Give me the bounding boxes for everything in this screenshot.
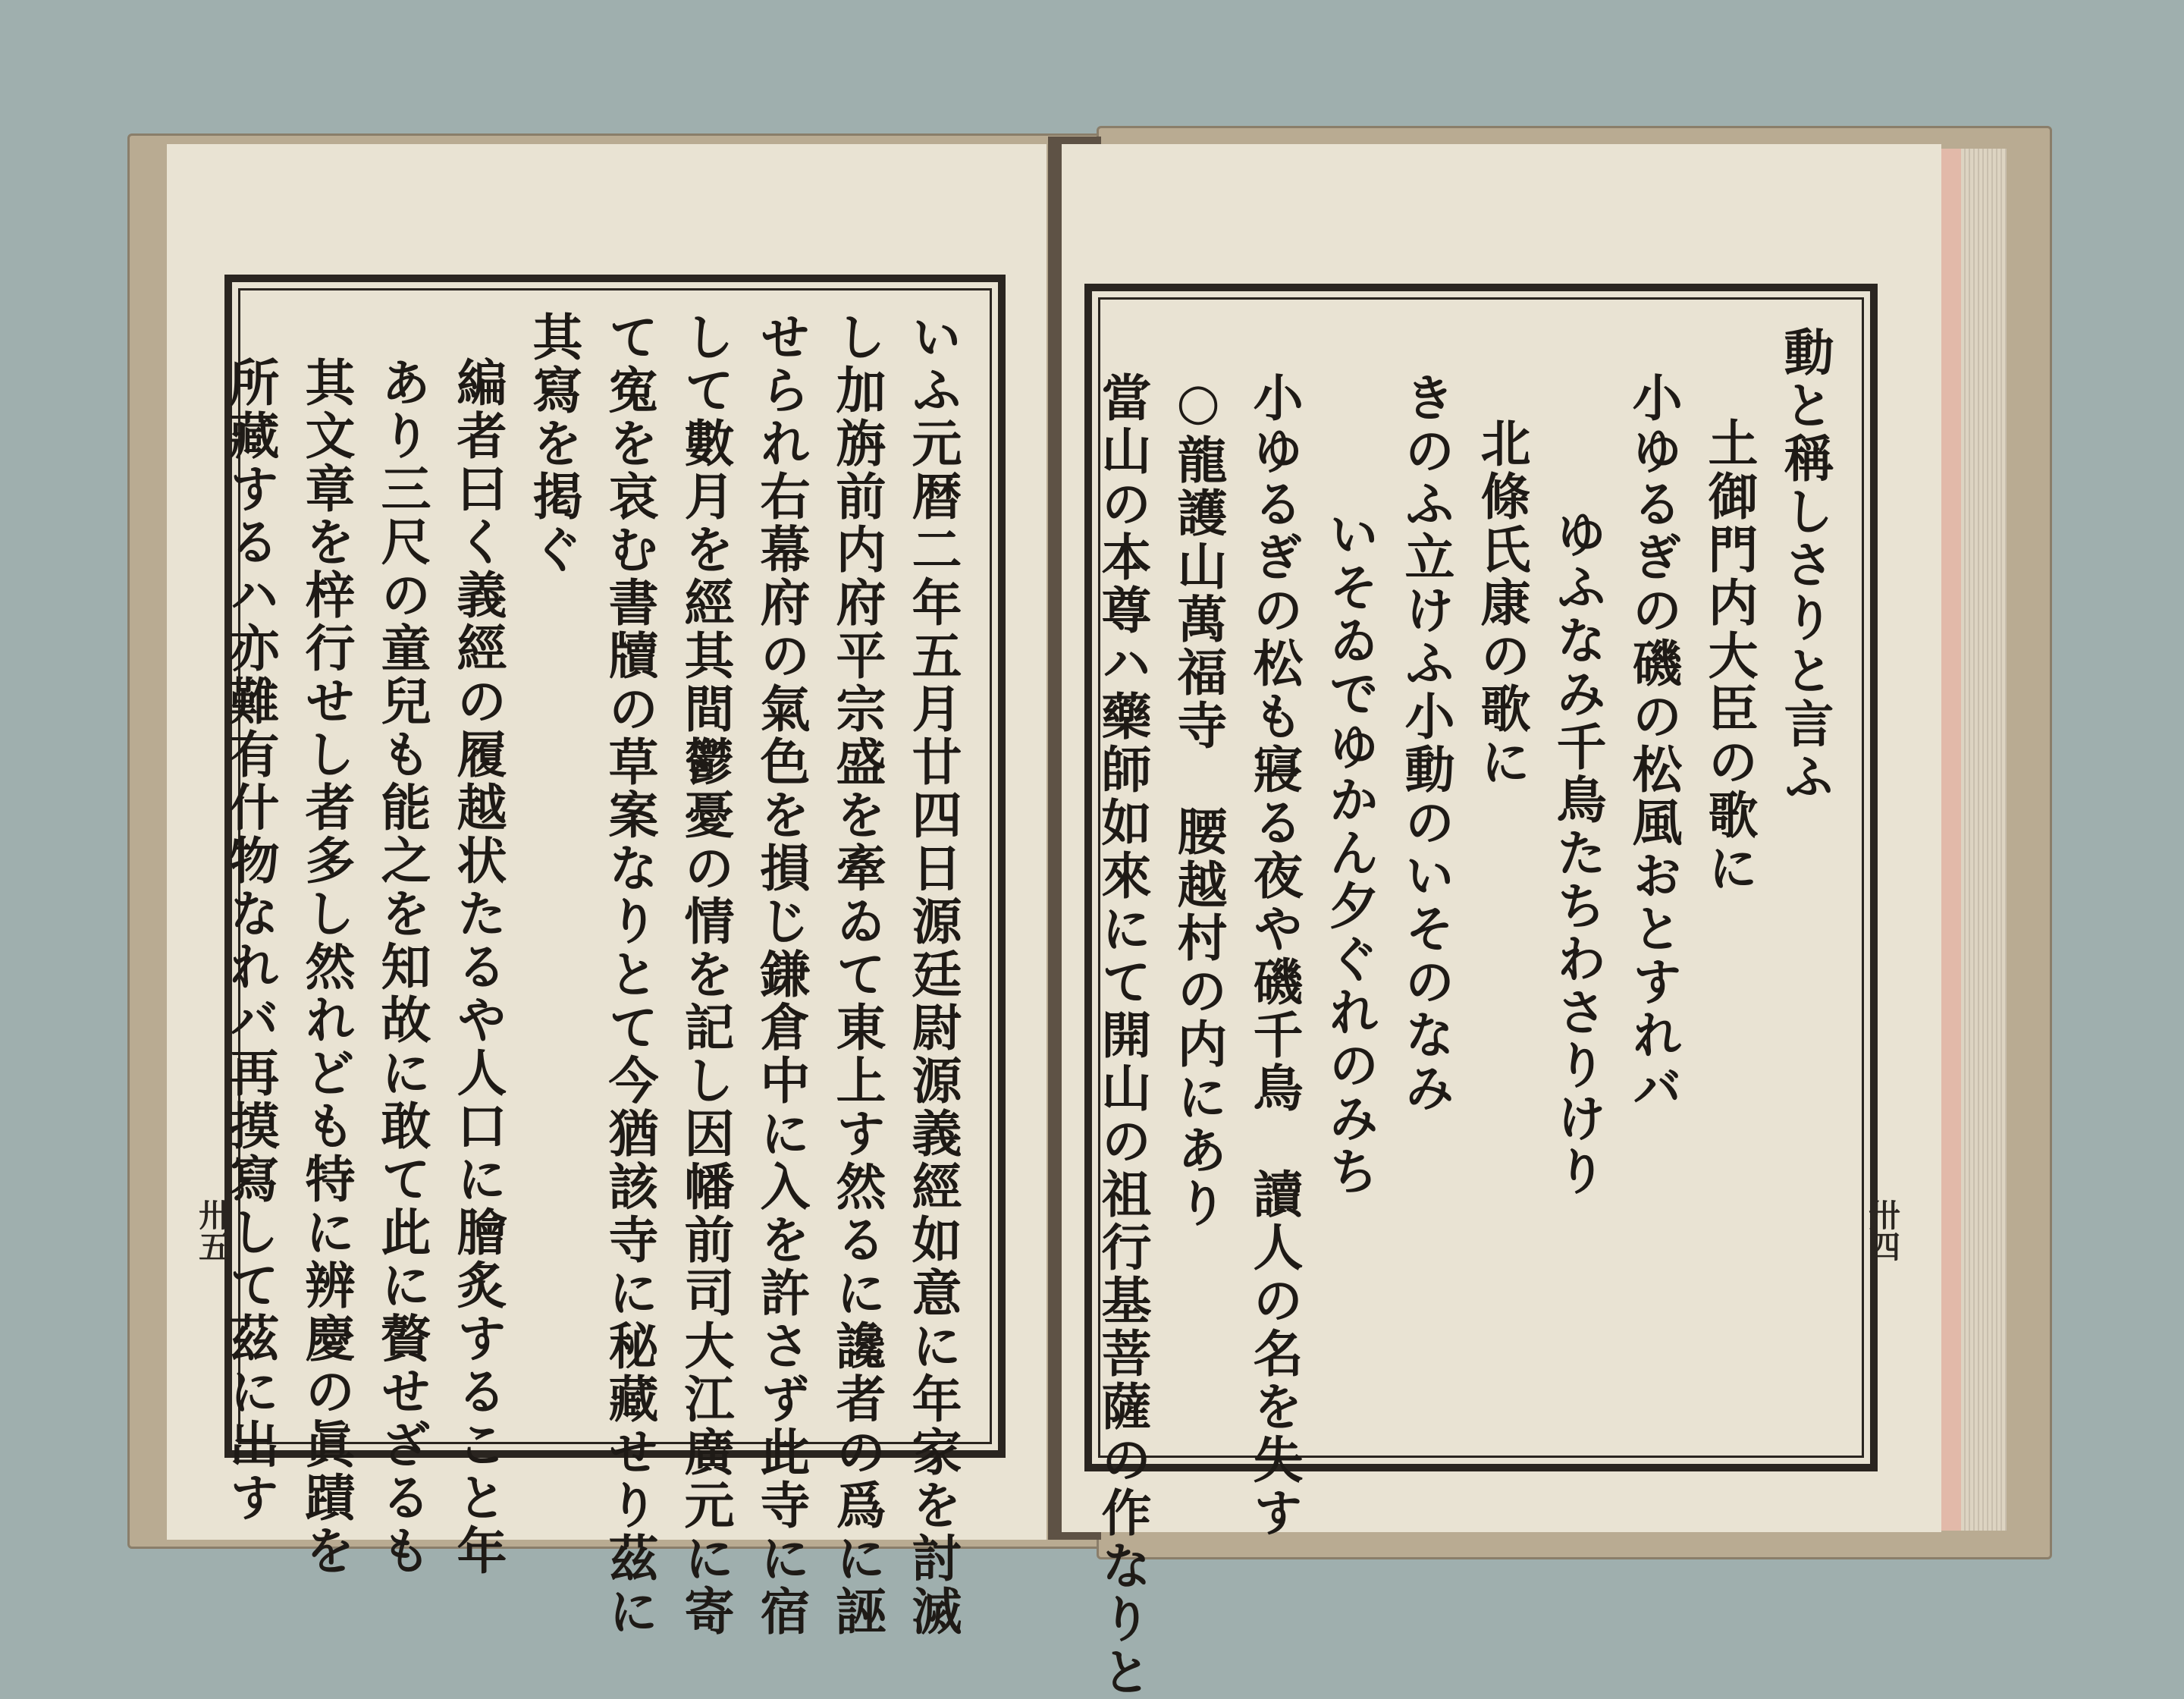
text-column: 土御門内大臣の歌に xyxy=(1699,417,1759,895)
text-column: 其文章を梓行せし者多し然れども特に辨慶の眞蹟を xyxy=(297,356,356,1578)
text-column: 編者曰く義經の履越状たるや人口に膾炙すること年 xyxy=(448,356,507,1578)
text-column: して數月を經其間鬱憂の情を記し因幡前司大江廣元に寄 xyxy=(676,311,735,1638)
text-column: 動と稱しさりと言ふ xyxy=(1775,326,1834,804)
text-column: 其寫を掲ぐ xyxy=(524,311,583,576)
text-column: ゆふなみ千鳥たちわさりけり xyxy=(1548,508,1607,1198)
text-column: ○龍護山萬福寺 腰越村の内にあり xyxy=(1169,372,1228,1230)
left-page-text xyxy=(221,311,971,1638)
right-page-text xyxy=(1093,326,1843,1699)
page-edge-tint xyxy=(1938,149,1961,1531)
text-column: あり三尺の童兒も能之を知故に敢て此に贅せざるも xyxy=(372,356,431,1578)
text-column: て寃を哀む書牘の草案なりとて今猶該寺に秘藏せり茲に xyxy=(600,311,659,1638)
text-column: 北條氏康の歌に xyxy=(1472,417,1531,789)
text-column: せられ右幕府の氣色を損じ鎌倉中に入を許さず此寺に宿 xyxy=(752,311,811,1638)
text-column: 當山の本尊ハ藥師如來にて開山の祖行基菩薩の作なりと xyxy=(1093,372,1152,1699)
text-column: 小ゆるぎの松も寢る夜や磯千鳥 讀人の名を失す xyxy=(1244,372,1304,1540)
text-column: 小ゆるぎの磯の松風おとすれバ xyxy=(1624,372,1683,1115)
right-page-number: 卅四 xyxy=(1864,1198,1901,1262)
text-column: し加旃前内府平宗盛を牽ゐて東上す然るに讒者の爲に誣 xyxy=(827,311,886,1638)
text-column: 所藏するハ亦難有什物なれバ再摸寫して茲に出す xyxy=(221,356,280,1525)
text-column: いそゐでゆかん夕ぐれのみち xyxy=(1320,508,1379,1198)
text-column: いふ元暦二年五月廿四日源廷尉源義經如意に年家を討滅 xyxy=(903,311,962,1638)
left-page-number: 卅五 xyxy=(194,1198,231,1262)
text-column: きのふ立けふ小動のいそのなみ xyxy=(1396,372,1455,1115)
